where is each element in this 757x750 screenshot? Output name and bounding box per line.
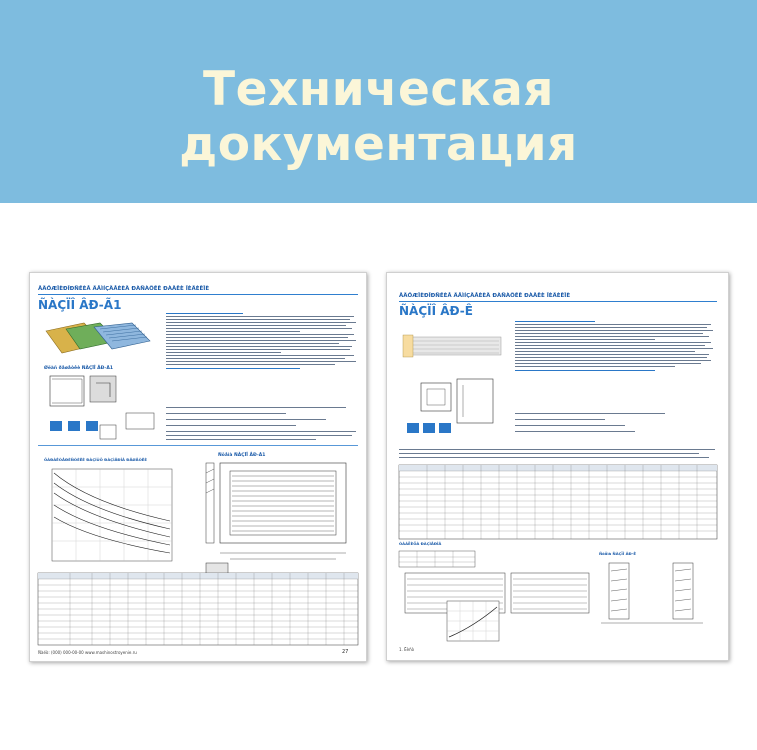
right-table-label: ÒÀÁËÈÖÀ ÐÀÇÌÅÐÎÂ xyxy=(399,541,442,546)
left-page-footer: Ñàéò: (000) 000-00-00 www.mashinostroyenie.ru xyxy=(38,650,137,655)
left-page-number: 27 xyxy=(342,649,349,655)
left-document-page xyxy=(29,272,367,662)
right-scheme-label: Ñõåìà ÑÀÇÏÎ ÂÐ-Ê xyxy=(599,551,636,556)
right-page-title: ÑÀÇÏÎ ÂÐ-Ê xyxy=(399,304,473,318)
right-page-header: ÂÄÖÆÏÈÐÎÐÑÊÈÅ ÄÅÌÍÇÄÅÈÈÄ ÐÀÑÀÖÊÊ ÐÀÄÊÈ ÎÈÄÈÊÎÈ xyxy=(399,293,571,299)
left-scheme-label: Ñõåìà ÑÀÇÏÎ ÂÐ-Ã1 xyxy=(218,453,266,458)
right-page-footer: 1. Ëèñò xyxy=(399,647,415,652)
left-page-header: ÂÄÖÆÏÈÐÎÐÑÊÈÅ ÄÅÌÍÇÄÅÈÈÄ ÐÀÑÀÖÊÊ ÐÀÄÊÈ ÎÈÄÈÊÎÈ xyxy=(38,286,210,292)
title-banner xyxy=(0,0,757,203)
banner-title: Техническая документация xyxy=(179,62,578,172)
left-view-label: Øëàñ ðåøåòêè ÑÀÇÏÎ ÂÐ-Ã1 xyxy=(44,366,113,371)
right-document-page xyxy=(386,272,729,661)
right-technical-drawings xyxy=(387,273,728,660)
left-chart-label: ÕÀÐÀÊÒÅÐÈÑÒÈÊÈ ÐÀÇÍÛÕ ÐÀÇÌÅÐÎÂ ÐÅØÅÒÊÈ xyxy=(44,457,147,462)
left-page-title: ÑÀÇÏÎ ÂÐ-Ã1 xyxy=(38,298,122,312)
left-technical-drawings xyxy=(30,273,366,661)
